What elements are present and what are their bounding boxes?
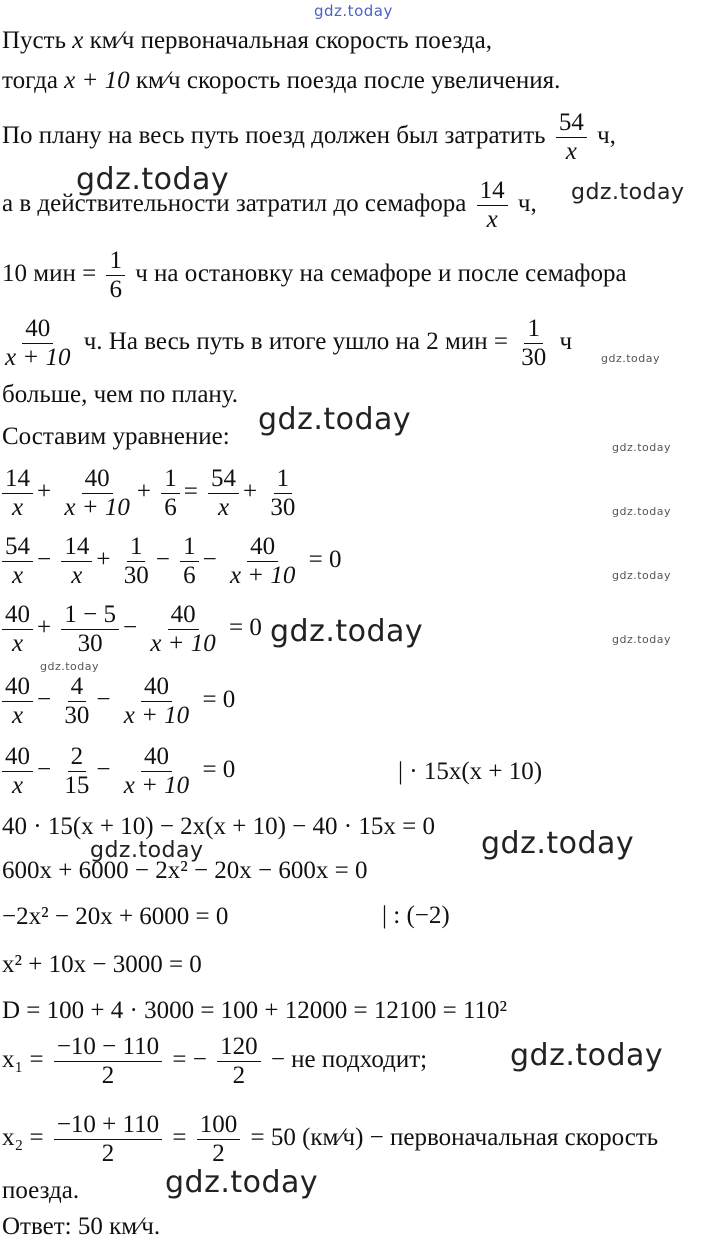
equation-6: 40 · 15(x + 10) − 2x(x + 10) − 40 · 15x = 0 (2, 813, 435, 840)
text-line-2: тогда x + 10 км⁄ч скорость поезда после увеличения. (2, 67, 561, 94)
watermark: gdz.today (601, 352, 661, 365)
watermark: gdz.today (612, 441, 672, 454)
equation-4: $\frac{40}{x}$ − $\frac{4}{30}$ − $\frac{40}{x + 10}$ = 0 (2, 668, 235, 732)
answer: Ответ: 50 км⁄ч. (2, 1213, 161, 1240)
equation-8: −2x² − 20x + 6000 = 0 (2, 903, 229, 930)
text-line-4: а в действительности затратил до семафора $\frac{14}{x}$ ч, (2, 176, 537, 233)
equation-9: x² + 10x − 3000 = 0 (2, 951, 202, 978)
text-line-1: Пусть x км⁄ч первоначальная скорость поезда, (2, 27, 492, 54)
equation-5: $\frac{40}{x}$ − $\frac{2}{15}$ − $\frac{40}{x + 10}$ = 0 (2, 738, 235, 802)
equation-2: $\frac{54}{x}$ − $\frac{14}{x}$ + $\frac{1}{30}$ − $\frac{1}{6}$ − $\frac{40}{x + 10}$ = 0 (2, 528, 342, 592)
equation-12: x₂ = $\frac{-10 + 110}{2}$ = $\frac{100}{2}$ = 50 (км⁄ч) − первоначальная скорость (2, 1110, 659, 1167)
watermark-top: gdz.today (314, 2, 393, 20)
text-line-8: Составим уравнение: (2, 423, 230, 450)
fraction: $\frac{14}{x}$ (477, 177, 508, 234)
equation-8-note: | : (−2) (382, 902, 450, 929)
watermark: gdz.today (258, 402, 412, 437)
watermark: gdz.today (481, 826, 635, 861)
watermark: gdz.today (612, 505, 672, 518)
equation-1: $\frac{14}{x}$ + $\frac{40}{x + 10}$ + $\frac{1}{6}$ = $\frac{54}{x}$ + $\frac{1}{30}$ (2, 460, 302, 524)
watermark: gdz.today (510, 1038, 664, 1073)
fraction: $\frac{1}{6}$ (106, 247, 125, 304)
equation-7: 600x + 6000 − 2x² − 20x − 600x = 0 (2, 857, 368, 884)
watermark: gdz.today (612, 633, 672, 646)
text-line-6: $\frac{40}{x + 10}$ ч. На весь путь в итоге ушло на 2 мин = $\frac{1}{30}$ ч (2, 310, 572, 374)
watermark: gdz.today (165, 1165, 319, 1200)
fraction: $\frac{40}{x + 10}$ (5, 314, 71, 371)
watermark: gdz.today (76, 162, 230, 197)
fraction: $\frac{1}{30}$ (521, 314, 547, 371)
equation-12-continuation: поезда. (2, 1177, 80, 1204)
watermark: gdz.today (612, 569, 672, 582)
watermark: gdz.today (90, 838, 204, 863)
equation-3: $\frac{40}{x}$ + $\frac{1 - 5}{30}$ − $\frac{40}{x + 10}$ = 0 (2, 596, 262, 660)
text-line-7: больше, чем по плану. (2, 381, 239, 408)
fraction: $\frac{54}{x}$ (556, 109, 587, 166)
equation-11: x₁ = $\frac{-10 - 110}{2}$ = − $\frac{120}{2}$ − не подходит; (2, 1032, 428, 1089)
watermark: gdz.today (270, 614, 424, 649)
watermark: gdz.today (571, 180, 685, 205)
equation-10: D = 100 + 4 · 3000 = 100 + 12000 = 12100 = 110² (2, 997, 508, 1024)
text-line-5: 10 мин = $\frac{1}{6}$ ч на остановку на семафоре и после семафора (2, 246, 627, 303)
watermark: gdz.today (40, 660, 100, 673)
equation-5-note: | · 15x(x + 10) (398, 758, 543, 785)
text-line-3: По плану на весь путь поезд должен был затратить $\frac{54}{x}$ ч, (2, 108, 616, 165)
